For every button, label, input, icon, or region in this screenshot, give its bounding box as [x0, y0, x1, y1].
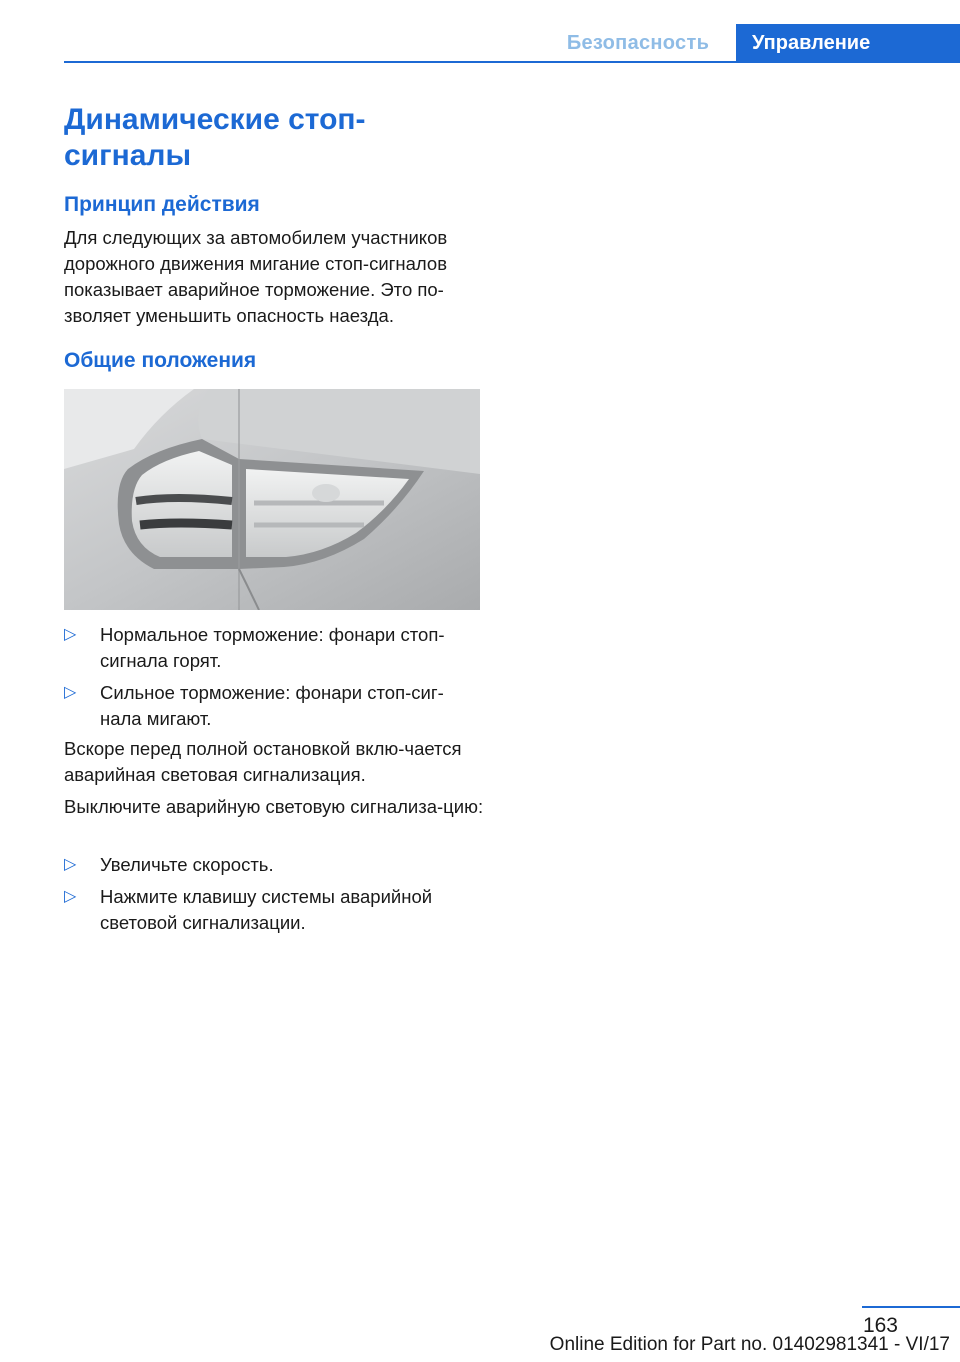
tail-light-illustration [64, 389, 480, 610]
tab-safety[interactable]: Безопасность [566, 31, 710, 54]
triangle-bullet-icon: ▷ [64, 626, 77, 643]
hazard-deactivation-text: Выключите аварийную световую сигнализа-цию: [64, 796, 484, 817]
triangle-bullet-icon: ▷ [64, 856, 77, 873]
bullet-hard-braking [64, 680, 484, 732]
hazard-activation-text: Вскоре перед полной остановкой вклю-чается аварийная световая сигнализация. [64, 738, 462, 785]
step-press-hazard-button [64, 884, 484, 936]
footer-divider [862, 1306, 960, 1308]
tab-controls[interactable]: Управление [736, 24, 960, 62]
page-number: 163 [862, 1314, 898, 1337]
header-divider [64, 61, 960, 63]
bullet-text: Сильное торможение: фонари стоп-сиг-нала мигают. [100, 682, 444, 729]
triangle-bullet-icon: ▷ [64, 888, 77, 905]
step-text: Нажмите клавишу системы аварийной световой сигнализации. [100, 886, 433, 933]
triangle-bullet-icon: ▷ [64, 684, 77, 701]
principle-text: Для следующих за автомобилем участников дорожного движения мигание стоп-сигналов показывает аварийное торможение. Это по-зволяет уменьшить опасность наезда. [64, 227, 448, 326]
bullet-normal-braking [64, 622, 484, 674]
step-increase-speed [64, 852, 484, 878]
online-edition-note: Online Edition for Part no. 01402981341 - VI/17 [549, 1334, 950, 1355]
bullet-text: Нормальное торможение: фонари стоп-сигнала горят. [100, 624, 445, 671]
section-heading-principle: Принцип действия [64, 193, 260, 216]
page-title: Динамические стоп-сигналы [64, 103, 366, 172]
section-heading-general: Общие положения [64, 349, 257, 372]
step-text: Увеличьте скорость. [100, 854, 274, 875]
